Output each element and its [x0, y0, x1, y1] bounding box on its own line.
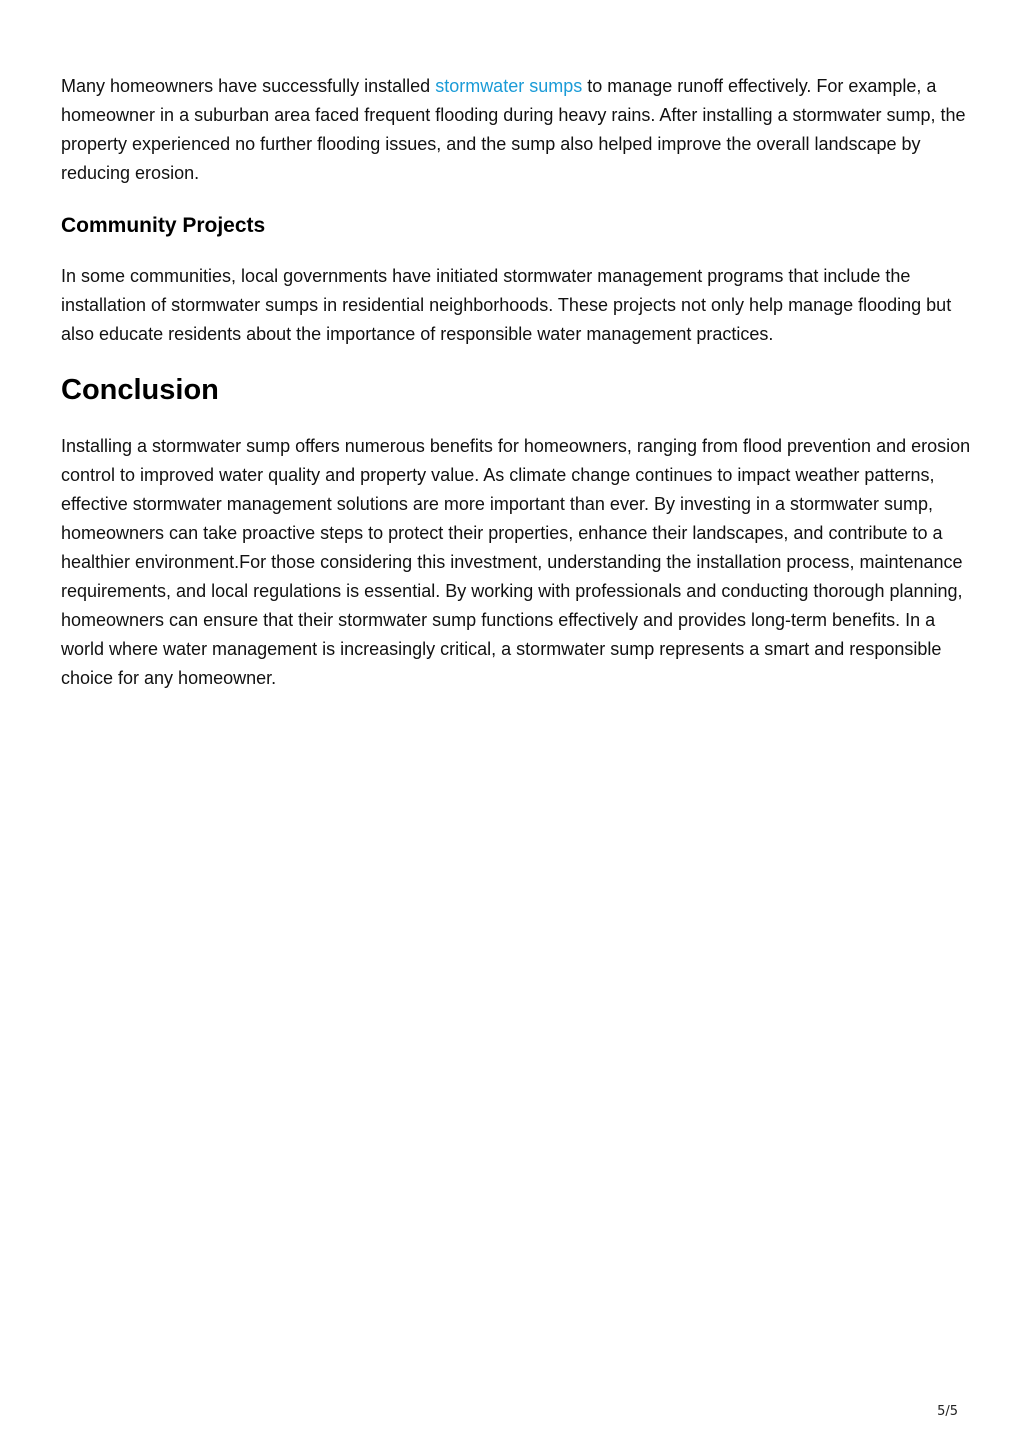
document-page: [61, 72, 971, 693]
conclusion-paragraph: Installing a stormwater sump offers numerous benefits for homeowners, ranging from flood prevention and erosion control to improved water quality and property value. As climate change continues to impact weather patterns, effective stormwater management solutions are more important than ever. By investing in a stormwater sump, homeowners can take proactive steps to protect their properties, enhance their landscapes, and contribute to a healthier environment.For those considering this investment, understanding the installation process, maintenance requirements, and local regulations is essential. By working with professionals and conducting thorough planning, homeowners can ensure that their stormwater sump functions effectively and provides long-term benefits. In a world where water management is increasingly critical, a stormwater sump represents a smart and responsible choice for any homeowner.: [61, 436, 971, 688]
stormwater-sumps-link[interactable]: stormwater sumps: [435, 76, 583, 96]
intro-text-before: Many homeowners have successfully installed: [61, 76, 436, 96]
intro-text-after: to manage runoff effectively. For example, a homeowner in a suburban area faced frequent flooding during heavy rains. After installing a stormwater sump, the property experienced no further flooding issues, and the sump also helped improve the overall landscape by reducing erosion.: [61, 76, 966, 183]
community-projects-paragraph: In some communities, local governments have initiated stormwater management programs that include the installation of stormwater sumps in residential neighborhoods. These projects not only help manage flooding but also educate residents about the importance of responsible water management practices.: [61, 266, 952, 344]
intro-paragraph: [61, 72, 971, 188]
page-number: 5/5: [937, 1404, 958, 1419]
community-projects-heading: Community Projects: [61, 214, 266, 237]
conclusion-heading: Conclusion: [61, 374, 219, 406]
